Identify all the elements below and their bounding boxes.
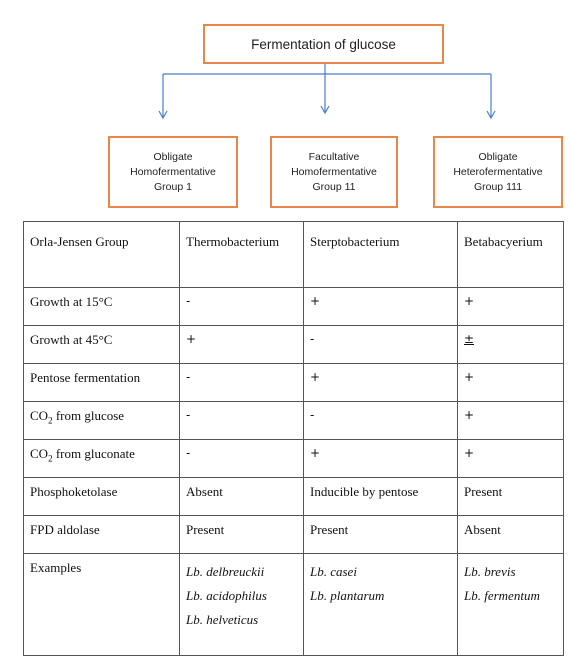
row-label: Examples xyxy=(24,554,180,656)
group-2-line2: Homofermentative xyxy=(291,165,377,178)
arrow-group-3 xyxy=(487,74,495,118)
example-species: Lb. plantarum xyxy=(310,588,385,603)
cell-thermo: - xyxy=(180,288,304,326)
table-row xyxy=(24,440,564,478)
arrow-group-1 xyxy=(159,74,167,118)
row-label: FPD aldolase xyxy=(24,516,180,554)
table-row xyxy=(24,364,564,402)
cell-strepto: + xyxy=(304,440,458,478)
example-species: Lb. helveticus xyxy=(186,612,259,627)
example-species: Lb. brevis xyxy=(464,564,516,579)
cell-strepto: Inducible by pentose xyxy=(304,478,458,516)
cell-strepto: Present xyxy=(304,516,458,554)
group-box-obligate-hetero xyxy=(433,136,563,208)
row-label: Pentose fermentation xyxy=(24,364,180,402)
row-label: Growth at 15°C xyxy=(24,288,180,326)
group-2-line1: Facultative xyxy=(308,150,360,163)
group-1-line2: Homofermentative xyxy=(130,165,216,178)
header-cell-strepto: Sterptobacterium xyxy=(304,222,458,288)
cell-thermo: - xyxy=(180,402,304,440)
group-1-line3: Group 1 xyxy=(154,180,192,193)
connector-lines xyxy=(0,0,570,140)
fermentation-root-label: Fermentation of glucose xyxy=(251,36,396,52)
group-3-line3: Group 111 xyxy=(473,180,523,193)
table-row xyxy=(24,516,564,554)
cell-beta: ± xyxy=(458,326,564,364)
header-cell-thermo: Thermobacterium xyxy=(180,222,304,288)
table-row xyxy=(24,478,564,516)
table-row xyxy=(24,326,564,364)
cell-beta: + xyxy=(458,440,564,478)
cell-beta: Present xyxy=(458,478,564,516)
row-label: $CO_2$ from glucose xyxy=(24,402,180,440)
fermentation-root-box xyxy=(203,24,444,64)
cell-thermo: - xyxy=(180,364,304,402)
group-1-line1: Obligate xyxy=(153,150,193,163)
cell-strepto: + xyxy=(304,288,458,326)
cell-thermo-examples xyxy=(180,554,304,656)
row-label: Growth at 45°C xyxy=(24,326,180,364)
example-species: Lb. acidophilus xyxy=(186,588,267,603)
example-species: Lb. casei xyxy=(310,564,357,579)
cell-beta: Absent xyxy=(458,516,564,554)
orla-jensen-table xyxy=(23,221,564,656)
header-cell-group: Orla-Jensen Group xyxy=(24,222,180,288)
cell-strepto: + xyxy=(304,364,458,402)
cell-strepto: - xyxy=(304,326,458,364)
example-species: Lb. delbreuckii xyxy=(186,564,265,579)
cell-beta-examples xyxy=(458,554,564,656)
cell-strepto: - xyxy=(304,402,458,440)
group-3-line1: Obligate xyxy=(478,150,518,163)
arrow-group-2 xyxy=(321,74,329,113)
cell-thermo: + xyxy=(180,326,304,364)
table-row-examples xyxy=(24,554,564,656)
example-species: Lb. fermentum xyxy=(464,588,540,603)
cell-thermo: Present xyxy=(180,516,304,554)
cell-strepto-examples xyxy=(304,554,458,656)
cell-thermo: - xyxy=(180,440,304,478)
row-label: $CO_2$ from gluconate xyxy=(24,440,180,478)
cell-beta: + xyxy=(458,364,564,402)
cell-thermo: Absent xyxy=(180,478,304,516)
cell-beta: + xyxy=(458,402,564,440)
group-box-obligate-homo xyxy=(108,136,238,208)
group-box-facultative-homo xyxy=(270,136,398,208)
group-3-line2: Heterofermentative xyxy=(453,165,543,178)
table-row xyxy=(24,402,564,440)
group-2-line3: Group 11 xyxy=(312,180,356,193)
cell-beta: + xyxy=(458,288,564,326)
table-header-row xyxy=(24,222,564,288)
header-cell-beta: Betabacyerium xyxy=(458,222,564,288)
table-row xyxy=(24,288,564,326)
row-label: Phosphoketolase xyxy=(24,478,180,516)
